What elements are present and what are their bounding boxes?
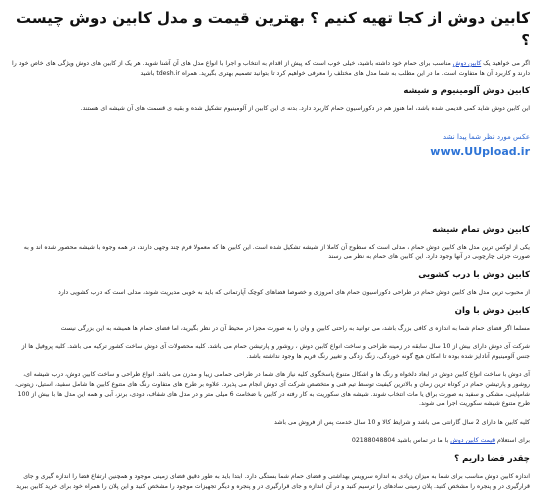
price-inquiry-text-b: با ما در تماس باشید: [395, 437, 451, 445]
section-heading-with-bathtub: کابین دوش با وان: [454, 305, 530, 316]
page-title: کابین دوش از کجا تهیه کنیم ؟ بهترین قیمت و مدل کابین دوش چیست ؟: [15, 9, 530, 49]
section-body-space: اندازه کابین دوش مناسب برای شما به میزان زیادی به اندازه سرویس بهداشتی و فضای حمام شما بستگی دارد. ابتدا باید به طور دقیق فضای زمینی موجود و همچنین ارتفاع فضا را اندازه گیری و جای قرارگیری در و پنجره را مشخص کنید. پلان زمینی سادهای را ترسیم کنید و در آن اندازه و جای قرارگیری در و پنجره و دیگر تجهیزات موجود را مشخص کنید و این پلان را همراه خود برای خرید کابین ببرید: [16, 472, 530, 490]
image-placeholder: [10, 131, 530, 223]
intro-text-b: مناسب برای حمام خود داشته باشید، خیلی خوب است که پیش از اقدام به انتخاب و اجرا با انواع مدل های آن آشنا شوید. هر یک از کابین های دوش ویژگی های خاص خود را دارند و کاربرد آن ها متفاوت است. ما در این مطلب به شما مدل های مختلف را معرفی خواهیم کرد تا بتوانید تصمیم بهتری بگیرید. همراه: [12, 60, 530, 77]
uupload-watermark: www.UUpload.ir: [430, 144, 530, 158]
section-body-aluminium: این کابین دوش شاید کمی قدیمی شده باشد، اما هنوز هم در دکوراسیون حمام کاربرد دارد. بدنه ی این کابین از آلومینیوم تشکیل شده و بقیه ی قسمت های آن شیشه ای هستند.: [80, 105, 530, 113]
section-body-full-glass: یکی از لوکس ترین مدل های کابین دوش حمام ، مدلی است که سطوح آن کاملا از شیشه تشکیل شده است. این کابین ها که معمولا فرم چند وجهی دارند، در همه وجوه با شیشه محصور شده اند و به صورت جزئی چارچوبی در آنها وجود دارد. این کابین های حمام به نظر می رسند: [23, 243, 530, 261]
section-heading-full-glass: کابین دوش تمام شیشه: [432, 224, 530, 235]
phone-number: 02188048804: [351, 437, 396, 445]
price-inquiry-text-a: برای استعلام: [495, 437, 530, 445]
intro-text-c: باشید: [140, 69, 155, 77]
image-not-found-text[interactable]: عکس مورد نظر شما پیدا نشد: [442, 132, 530, 141]
shower-cabin-price-link[interactable]: قیمت کابین دوش: [450, 437, 496, 445]
price-inquiry-paragraph: [10, 436, 530, 446]
intro-paragraph: [10, 59, 530, 78]
photo-area: [10, 159, 530, 223]
intro-site-name: tdesh.ir: [156, 69, 180, 77]
article-page: [4, 0, 536, 490]
section-body-sliding-door: از محبوب ترین مدل های کابین دوش حمام در طراحی دکوراسیون حمام های امروزی و خصوصا فضاهای کوچک آپارتمانی که باید به خوبی مدیریت شوند، مدلی است که درب کشویی دارد: [57, 288, 530, 296]
section-body-with-bathtub-2: شرکت آی دوش دارای بیش از 10 سال سابقه در زمینه طراحی و ساخت انواع کابین دوش ، روشور و پارتیشن حمام می باشد. کلیه محصولات آی دوش ساخت کشور ترکیه می باشد. کلیه پروفیل ها از جنس آلومینیوم آنادایز شده بوده تا امکان هیچ گونه خوردگی، زنگ زدگی و تغییر رنگ فریم ها وجود نداشته باشد.: [21, 343, 530, 360]
section-heading-aluminium: کابین دوش آلومینیوم و شیشه: [403, 86, 530, 97]
warranty-paragraph: کلیه کابین ها دارای 2 سال گارانتی می باشد و شرایط کالا و 10 سال خدمت پس از فروش می باشد: [273, 418, 530, 426]
section-heading-space: چقدر فضا داریم ؟: [454, 453, 530, 464]
section-heading-sliding-door: کابین دوش با درب کشویی: [418, 269, 530, 280]
intro-text-a: اگر می خواهید یک: [481, 60, 530, 67]
shower-cabin-link[interactable]: کابین دوش: [452, 60, 482, 67]
section-body-with-bathtub-1: مسلما اگر فضای حمام شما به اندازه ی کافی بزرگ باشد، می توانید به راحتی کابین و وان را به صورت مجزا در محیط آن در نظر بگیرید، اما فضای حمام ها همیشه به این بزرگی نیست: [60, 324, 530, 332]
section-body-with-bathtub-3: آی دوش با ساخت انواع کابین دوش در ابعاد دلخواه و رنگ ها و اشکال متنوع پاسخگوی کلیه نیاز های شما در طراحی حمامی زیبا و مدرن می باشد. انواع طراحی و ساخت کابین دوش، درب شیشه ای، روشور و پارتیشن حمام در کوتاه ترین زمان و بالاترین کیفیت توسط تیم فنی و متخصص شرکت آی دوش انجام می پذیرد. علاوه بر طرح های متفاوت رنگ های متنوع کابین ها شامل سفید، استیل، زیتونی، شامپاینی، مشکی و سفید به صورت براق یا مات انتخاب شوند. شیشه های سکوریت به کار رفته در کابین با ضخامت 6 میلی متر و در مدل های شفاف، دودی، برنز، آبی و همه این مدل ها با بیش از 100 طرح متنوع شیشه سکوریت اجرا می شوند.: [14, 371, 530, 408]
